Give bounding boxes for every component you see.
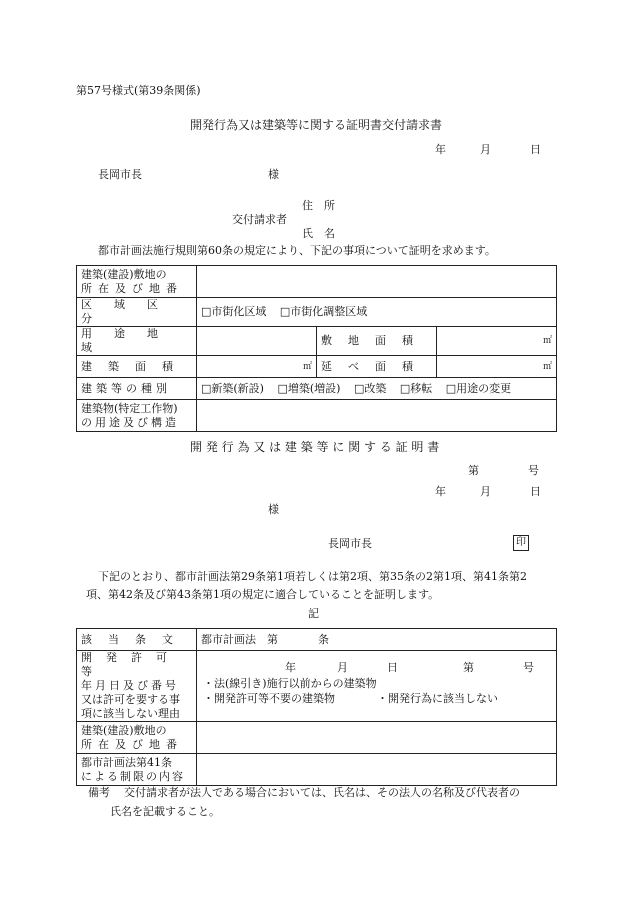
form-number: 第57号様式(第39条関係) [76, 84, 201, 97]
request-title: 開発行為又は建築等に関する証明書交付請求書 [190, 118, 443, 132]
note-text-1: 交付請求者が法人である場合においては、氏名は、その法人の名称及び代表者の [124, 786, 520, 799]
building-area-label: 建築面積 [77, 356, 197, 378]
request-sama: 様 [268, 168, 279, 181]
reason-not-required[interactable]: ・開発許可等不要の建築物 [203, 692, 335, 705]
limit-label: 都市計画法第41条 による制限の内容 [77, 754, 197, 786]
permit-month: 月 [337, 661, 348, 674]
article-label: 該当条文 [77, 629, 197, 651]
requester-label: 交付請求者 [232, 213, 287, 226]
total-floor-field[interactable]: ㎡ [437, 356, 557, 378]
note-label: 備考 [88, 786, 110, 799]
permit-go: 号 [523, 661, 534, 674]
seal-mark: 印 [513, 535, 529, 551]
certificate-body-2: 項、第42条及び第43条第1項の規定に適合していることを証明します。 [86, 588, 440, 601]
certificate-date-month: 月 [480, 485, 491, 498]
certificate-dai: 第 [468, 464, 479, 477]
type-options[interactable] [197, 378, 557, 400]
structure-label: 建築物(特定工作物) の用途及び構造 [77, 400, 197, 432]
certificate-sama: 様 [268, 503, 279, 516]
request-table [76, 265, 557, 432]
certificate-go: 号 [528, 464, 539, 477]
certificate-ki: 記 [308, 607, 319, 620]
use-field[interactable] [197, 327, 317, 356]
permit-field[interactable] [197, 651, 557, 722]
zone-opt-control[interactable]: □市街化調整区域 [279, 305, 368, 318]
certificate-body-1: 下記のとおり、都市計画法第29条第1項若しくは第2項、第35条の2第1項、第41条第2 [98, 570, 527, 583]
use-label: 用途地域 [77, 327, 197, 356]
type-opt-change-use[interactable]: □用途の変更 [445, 381, 512, 395]
certificate-issuer: 長岡市長 [328, 537, 372, 550]
request-date-month: 月 [480, 143, 491, 156]
lot-field[interactable] [197, 266, 557, 298]
permit-year: 年 [285, 661, 296, 674]
certificate-title: 開 発 行 為 又 は 建 築 等 に 関 す る 証 明 書 [190, 440, 440, 454]
type-opt-new[interactable]: □新築(新設) [201, 381, 264, 395]
type-opt-relocation[interactable]: □移転 [399, 381, 433, 395]
note-text-2: 氏名を記載すること。 [110, 805, 220, 818]
zone-options[interactable] [197, 298, 557, 327]
site-area-field[interactable]: ㎡ [437, 327, 557, 356]
cert-lot-label: 建築(建設)敷地の 所在及び地番 [77, 722, 197, 754]
request-date-day: 日 [530, 143, 541, 156]
permit-day: 日 [387, 661, 398, 674]
certificate-table [76, 628, 557, 786]
reason-pre-law[interactable]: ・法(線引き)施行以前からの建築物 [203, 677, 377, 690]
type-label: 建築等の種別 [77, 378, 197, 400]
total-floor-label: 延べ面積 [317, 356, 437, 378]
zone-opt-urbanization[interactable]: □市街化区域 [201, 305, 267, 318]
request-intro: 都市計画法施行規則第60条の規定により、下記の事項について証明を求めます。 [98, 244, 496, 257]
zone-label: 区域区分 [77, 298, 197, 327]
type-opt-extension[interactable]: □増築(増設) [277, 381, 341, 395]
name-label: 氏 名 [302, 227, 335, 240]
permit-dai: 第 [463, 661, 474, 674]
article-field[interactable]: 都市計画法 第 条 [197, 629, 557, 651]
address-label: 住 所 [302, 199, 335, 212]
reason-not-development[interactable]: ・開発行為に該当しない [377, 692, 498, 705]
certificate-date-day: 日 [530, 485, 541, 498]
building-area-field[interactable]: ㎡ [197, 356, 317, 378]
site-area-label: 敷地面積 [317, 327, 437, 356]
permit-label: 開発許可等 年月日及び番号 又は許可を要する事 項に該当しない理由 [77, 651, 197, 722]
request-date-year: 年 [435, 143, 446, 156]
cert-lot-field[interactable] [197, 722, 557, 754]
certificate-date-year: 年 [435, 485, 446, 498]
type-opt-rebuild[interactable]: □改築 [353, 381, 387, 395]
request-addressee: 長岡市長 [98, 168, 142, 181]
lot-label: 建築(建設)敷地の 所在及び地番 [77, 266, 197, 298]
limit-field[interactable] [197, 754, 557, 786]
structure-field[interactable] [197, 400, 557, 432]
